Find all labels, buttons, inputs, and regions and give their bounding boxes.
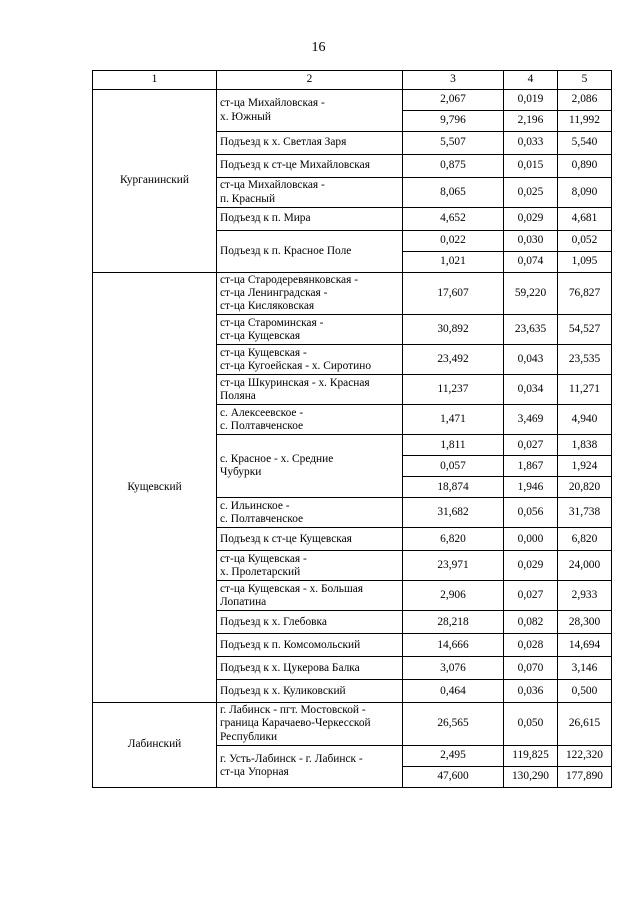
road-name-line: ст-ца Упорная — [220, 766, 289, 779]
road-name-line: Поляна — [220, 389, 256, 402]
road-name-line: х. Пролетарский — [220, 565, 301, 578]
length-cell-4: 0,056 — [504, 498, 558, 528]
column-header-5: 5 — [558, 71, 612, 90]
road-name-line: г. Лабинск - пгт. Мостовской - — [220, 704, 366, 717]
road-name-line: граница Карачаево-Черкесской — [220, 717, 371, 730]
road-name-line: ст-ца Кугоейская - х. Сиротино — [220, 359, 372, 372]
road-name-line: с. Алексеевское - — [220, 406, 304, 419]
road-name-line: Чубурки — [220, 466, 262, 479]
road-name-line: ст-ца Кисляковская — [220, 300, 315, 313]
length-cell-5: 3,146 — [558, 657, 612, 680]
length-total-cell: 1,021 — [403, 252, 504, 273]
length-cell-4: 0,019 — [504, 90, 558, 111]
road-name — [217, 551, 403, 581]
length-cell-5: 11,992 — [558, 111, 612, 132]
length-total-cell: 9,796 — [403, 111, 504, 132]
length-total-cell: 26,565 — [403, 703, 504, 745]
district-name: Лабинский — [93, 703, 217, 787]
road-name-line: ст-ца Ленинградская - — [220, 287, 328, 300]
road-name — [217, 315, 403, 345]
road-name — [217, 680, 403, 703]
road-name-line: г. Усть-Лабинск - г. Лабинск - — [220, 753, 363, 766]
length-cell-4: 0,033 — [504, 132, 558, 155]
length-cell-4: 119,825 — [504, 745, 558, 766]
road-name-line: Республики — [220, 730, 278, 743]
length-cell-5: 5,540 — [558, 132, 612, 155]
length-total-cell: 2,495 — [403, 745, 504, 766]
length-cell-4: 0,074 — [504, 252, 558, 273]
length-total-cell: 28,218 — [403, 611, 504, 634]
page-number: 16 — [311, 40, 326, 55]
length-cell-4: 0,030 — [504, 231, 558, 252]
length-total-cell: 0,875 — [403, 155, 504, 178]
road-name — [217, 405, 403, 435]
length-cell-4: 59,220 — [504, 273, 558, 315]
length-total-cell: 11,237 — [403, 375, 504, 405]
table-row — [93, 273, 612, 315]
length-cell-5: 2,933 — [558, 581, 612, 611]
road-name-line: ст-ца Кущевская - х. Большая — [220, 582, 364, 595]
length-cell-5: 23,535 — [558, 345, 612, 375]
road-name-line: Подъезд к п. Красное Поле — [220, 244, 352, 257]
length-cell-4: 23,635 — [504, 315, 558, 345]
length-total-cell: 6,820 — [403, 528, 504, 551]
road-name — [217, 581, 403, 611]
length-total-cell: 0,464 — [403, 680, 504, 703]
length-cell-5: 20,820 — [558, 477, 612, 498]
length-cell-4: 0,034 — [504, 375, 558, 405]
length-cell-4: 0,025 — [504, 178, 558, 208]
length-cell-5: 1,838 — [558, 435, 612, 456]
road-name — [217, 90, 403, 132]
length-cell-5: 14,694 — [558, 634, 612, 657]
road-name — [217, 155, 403, 178]
road-name-line: ст-ца Староминская - — [220, 316, 324, 329]
length-cell-5: 54,527 — [558, 315, 612, 345]
length-cell-5: 8,090 — [558, 178, 612, 208]
length-cell-5: 31,738 — [558, 498, 612, 528]
length-total-cell: 1,471 — [403, 405, 504, 435]
length-cell-5: 0,890 — [558, 155, 612, 178]
length-cell-4: 0,027 — [504, 581, 558, 611]
road-name — [217, 745, 403, 787]
roads-table — [92, 70, 612, 788]
length-total-cell: 47,600 — [403, 766, 504, 787]
length-total-cell: 3,076 — [403, 657, 504, 680]
road-name-line: ст-ца Кущевская — [220, 329, 301, 342]
length-cell-4: 0,000 — [504, 528, 558, 551]
length-cell-5: 1,924 — [558, 456, 612, 477]
road-name-line: ст-ца Кущевская - — [220, 552, 307, 565]
table-row — [93, 90, 612, 111]
length-total-cell: 23,492 — [403, 345, 504, 375]
length-cell-4: 0,029 — [504, 208, 558, 231]
road-name-line: ст-ца Кущевская - — [220, 346, 307, 359]
length-total-cell: 2,906 — [403, 581, 504, 611]
length-total-cell: 0,057 — [403, 456, 504, 477]
length-cell-4: 0,029 — [504, 551, 558, 581]
road-name-line: ст-ца Стародеревянковская - — [220, 274, 358, 286]
length-cell-4: 0,036 — [504, 680, 558, 703]
road-name-line: с. Ильинское - — [220, 499, 290, 512]
table-row — [93, 703, 612, 745]
length-total-cell: 23,971 — [403, 551, 504, 581]
length-cell-5: 6,820 — [558, 528, 612, 551]
length-cell-5: 0,500 — [558, 680, 612, 703]
length-cell-4: 0,070 — [504, 657, 558, 680]
length-total-cell: 0,022 — [403, 231, 504, 252]
length-cell-5: 4,681 — [558, 208, 612, 231]
district-name: Курганинский — [93, 90, 217, 273]
length-cell-4: 0,028 — [504, 634, 558, 657]
length-cell-5: 177,890 — [558, 766, 612, 787]
length-total-cell: 2,067 — [403, 90, 504, 111]
road-name-line: Подъезд к х. Куликовский — [220, 684, 346, 697]
road-name — [217, 132, 403, 155]
length-cell-5: 24,000 — [558, 551, 612, 581]
length-cell-5: 76,827 — [558, 273, 612, 315]
road-name-line: Подъезд к х. Цукерова Балка — [220, 661, 360, 674]
road-name-line: с. Красное - х. Средние — [220, 453, 334, 466]
column-header-3: 3 — [403, 71, 504, 90]
length-cell-5: 122,320 — [558, 745, 612, 766]
length-total-cell: 4,652 — [403, 208, 504, 231]
road-name-line: Подъезд к ст-це Кущевская — [220, 532, 352, 545]
length-cell-5: 0,052 — [558, 231, 612, 252]
length-total-cell: 31,682 — [403, 498, 504, 528]
length-cell-4: 1,867 — [504, 456, 558, 477]
length-cell-5: 1,095 — [558, 252, 612, 273]
header-row — [93, 71, 612, 90]
column-header-4: 4 — [504, 71, 558, 90]
road-name-line: Лопатина — [220, 595, 267, 608]
district-name: Кущевский — [93, 273, 217, 703]
length-total-cell: 14,666 — [403, 634, 504, 657]
length-total-cell: 30,892 — [403, 315, 504, 345]
road-name-line: ст-ца Михайловская - — [220, 97, 325, 110]
length-cell-4: 3,469 — [504, 405, 558, 435]
length-cell-4: 2,196 — [504, 111, 558, 132]
length-cell-5: 2,086 — [558, 90, 612, 111]
road-name — [217, 528, 403, 551]
column-header-2: 2 — [217, 71, 403, 90]
road-name-line: с. Полтавченское — [220, 419, 304, 432]
length-total-cell: 18,874 — [403, 477, 504, 498]
road-name-line: ст-ца Михайловская - — [220, 179, 325, 192]
road-name-line: Подъезд к п. Комсомольский — [220, 638, 361, 651]
road-name — [217, 375, 403, 405]
length-cell-4: 1,946 — [504, 477, 558, 498]
table-body — [93, 90, 612, 788]
length-total-cell: 5,507 — [403, 132, 504, 155]
road-name — [217, 435, 403, 498]
road-name — [217, 273, 403, 315]
length-cell-5: 4,940 — [558, 405, 612, 435]
road-name — [217, 657, 403, 680]
length-cell-4: 130,290 — [504, 766, 558, 787]
length-cell-4: 0,043 — [504, 345, 558, 375]
road-name-line: Подъезд к ст-це Михайловская — [220, 159, 370, 172]
length-cell-5: 11,271 — [558, 375, 612, 405]
road-name — [217, 703, 403, 745]
road-name-line: Подъезд к х. Светлая Заря — [220, 136, 347, 149]
length-total-cell: 1,811 — [403, 435, 504, 456]
road-name — [217, 231, 403, 273]
road-name — [217, 634, 403, 657]
road-name-line: ст-ца Шкуринская - х. Красная — [220, 376, 370, 389]
road-name — [217, 178, 403, 208]
length-cell-4: 0,015 — [504, 155, 558, 178]
road-name-line: Подъезд к п. Мира — [220, 212, 311, 225]
length-total-cell: 8,065 — [403, 178, 504, 208]
road-name-line: Подъезд к х. Глебовка — [220, 615, 327, 628]
length-cell-4: 0,027 — [504, 435, 558, 456]
road-name — [217, 498, 403, 528]
road-name-line: п. Красный — [220, 192, 276, 205]
road-name-line: х. Южный — [220, 110, 271, 123]
length-cell-4: 0,050 — [504, 703, 558, 745]
length-cell-5: 28,300 — [558, 611, 612, 634]
road-name — [217, 208, 403, 231]
road-name — [217, 345, 403, 375]
road-name — [217, 611, 403, 634]
length-cell-5: 26,615 — [558, 703, 612, 745]
column-header-1: 1 — [93, 71, 217, 90]
length-cell-4: 0,082 — [504, 611, 558, 634]
length-total-cell: 17,607 — [403, 273, 504, 315]
road-name-line: с. Полтавченское — [220, 512, 304, 525]
